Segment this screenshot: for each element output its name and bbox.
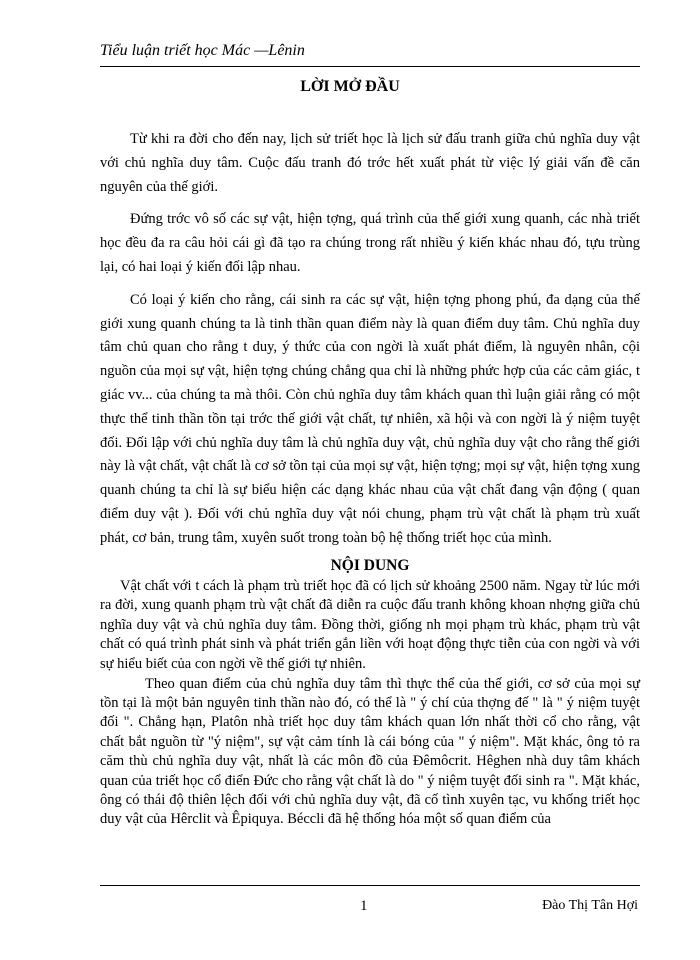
intro-paragraph: Có loại ý kiến cho rằng, cái sinh ra các sự vật, hiện tợng phong phú, đa dạng của thế giới xung quanh chúng ta là tinh thần quan điểm này là quan điểm duy tâm. Chủ nghĩa duy tâm chủ quan cho rằng t duy, ý thức của con ngời là xuất phát điểm, là nguyên nhân, cội nguồn của mọi sự vật, hiện tợng chúng chẳng qua chỉ là những phức hợp của các cảm giác, t giác vv... của chúng ta mà thôi. Còn chủ nghĩa duy tâm khách quan thì luận giải rằng có một thực thể tinh thần tồn tại trớc thế giới vật chất, tự nhiên, xã hội và con ngời là ý niệm tuyệt đối. Đối lập với chủ nghĩa duy tâm là chủ nghĩa duy vật, chủ nghĩa duy vật cho rằng thế giới này là vật chất, vật chất là cơ sở tồn tại của mọi sự vật, hiện tợng; mọi sự vật, hiện tợng xung quanh chúng ta chỉ là sự biểu hiện các dạng khác nhau của vật chất đang vận động ( quan điểm duy vật ). Đối với chủ nghĩa duy vật nói chung, phạm trù vật chất là phạm trù xuất phát, cơ bản, trung tâm, xuyên suốt trong toàn bộ hệ thống triết học của mình.: [100, 291, 640, 546]
page-number: 1: [360, 898, 368, 914]
section-heading: NỘI DUNG: [330, 556, 410, 574]
footer-divider: [100, 885, 640, 886]
running-header: Tiểu luận triết học Mác —Lênin: [100, 42, 305, 59]
content-paragraph: Theo quan điểm của chủ nghĩa duy tâm thì thực thể của thế giới, cơ sở của mọi sự tồn tại là một bản nguyên tinh thần nào đó, có thể là " ý chí của thợng đế " là " ý niệm tuyệt đối ". Chẳng hạn, Platôn nhà triết học duy tâm khách quan lớn nhất thời cổ cho rằng, vật chất bắt nguồn từ "ý niệm", sự vật cảm tính là cái bóng của " ý niệm". Mặt khác, ông tỏ ra căm thù chủ nghĩa duy vật, nhất là các môn đồ của Đêmôcrit. Hêghen nhà duy tâm khách quan của triết học cổ điển Đức cho rằng vật chất là do " ý niệm tuyệt đối sinh ra ". Mặt khác, ông có thái độ thiên lệch đối với chủ nghĩa duy vật, đã cố tình xuyên tạc, vu khống triết học duy vật của Hêrclit và Êpiquya. Béccli đã hệ thống hóa một số quan điểm của: [100, 675, 640, 828]
document-body: [100, 128, 640, 830]
header-divider: [100, 66, 640, 67]
content-paragraph: Vật chất với t cách là phạm trù triết học đã có lịch sử khoảng 2500 năm. Ngay từ lúc mới ra đời, xung quanh phạm trù vật chất đã diễn ra cuộc đấu tranh không khoan nhợng giữa chủ nghĩa duy vật và chủ nghĩa duy tâm. Đồng thời, giống nh mọi phạm trù khác, phạm trù vật chất có quá trình phát sinh và phát triển gắn liền với hoạt động thực tiễn của con ngời và với sự hiểu biết của con ngời về thế giới tự nhiên.: [100, 577, 640, 672]
page-title: LỜI MỞ ĐẦU: [300, 78, 400, 95]
intro-paragraph: Đứng trớc vô số các sự vật, hiện tợng, quá trình của thế giới xung quanh, các nhà triết học đều đa ra câu hỏi cái gì đã tạo ra chúng trong rất nhiều ý kiến khác nhau đó, tựu trùng lại, có hai loại ý kiến đối lập nhau.: [100, 211, 640, 275]
intro-paragraph: Từ khi ra đời cho đến nay, lịch sử triết học là lịch sử đấu tranh giữa chủ nghĩa duy vật với chủ nghĩa duy tâm. Cuộc đấu tranh đó trớc hết xuất phát từ việc lý giải vấn đề căn nguyên của thế giới.: [100, 131, 640, 195]
author-name: Đào Thị Tân Hợi: [542, 898, 638, 913]
